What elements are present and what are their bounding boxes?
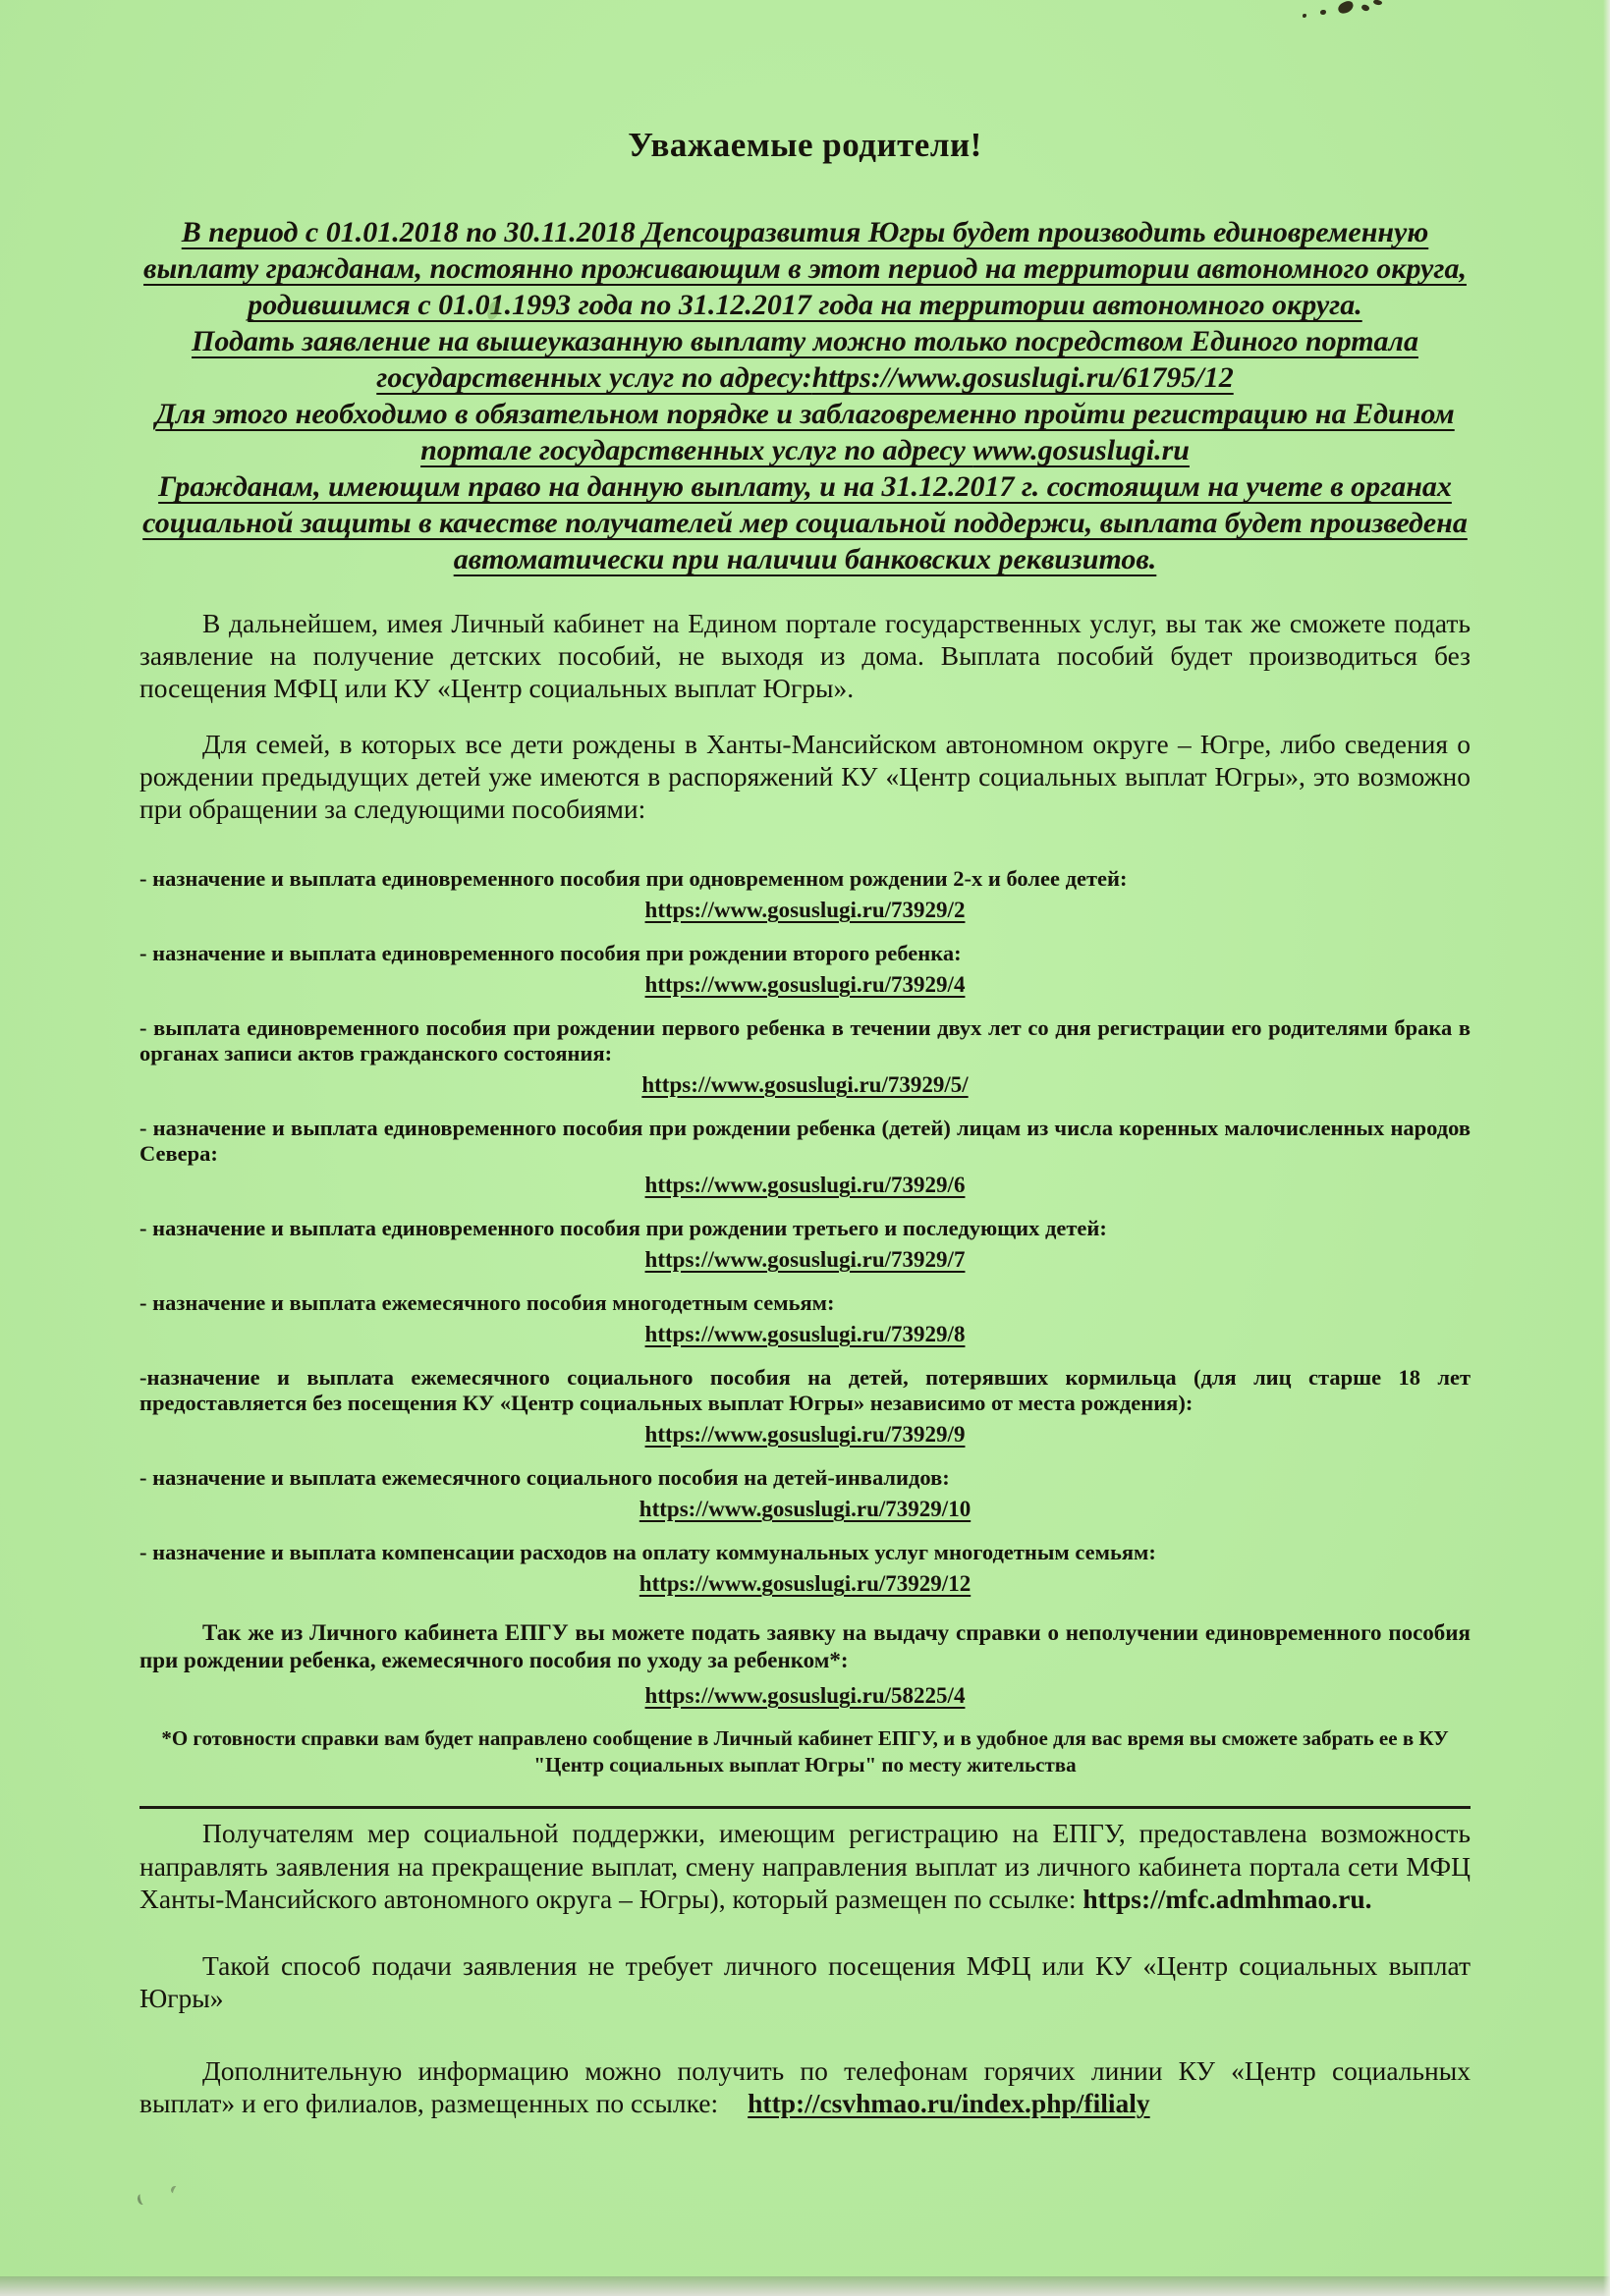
gosuslugi-portal-link[interactable]: www.gosuslugi.ru bbox=[972, 434, 1190, 466]
footer-paragraph-info bbox=[139, 2054, 1471, 2120]
benefit-label: - назначение и выплата ежемесячного социального пособия на детей-инвалидов: bbox=[139, 1465, 950, 1490]
benefit-label: - назначение и выплата единовременного пособия при рождении ребенка (детей) лицам из числа коренных малочисленных народов Севера: bbox=[139, 1116, 1471, 1166]
benefit-link[interactable]: https://www.gosuslugi.ru/73929/6 bbox=[644, 1173, 966, 1197]
benefit-label: - назначение и выплата единовременного пособия при рождении третьего и последующих детей: bbox=[139, 1216, 1107, 1240]
benefit-link[interactable]: https://www.gosuslugi.ru/73929/9 bbox=[644, 1422, 966, 1447]
benefits-list bbox=[139, 866, 1471, 1598]
benefit-label: - назначение и выплата ежемесячного пособия многодетным семьям: bbox=[139, 1290, 835, 1315]
mfc-portal-link[interactable]: https://mfc.admhmao.ru. bbox=[1083, 1884, 1372, 1914]
body-paragraph-cabinet: В дальнейшем, имея Личный кабинет на Едином портале государственных услуг, вы так же сможете подать заявление на получение детских пособий, не выходя из дома. Выплата пособий будет производиться без посещения МФЦ или КУ «Центр социальных выплат Югры». bbox=[139, 608, 1471, 703]
benefit-item bbox=[139, 941, 1471, 999]
benefit-link[interactable]: https://www.gosuslugi.ru/73929/2 bbox=[644, 898, 966, 922]
body-paragraph-families: Для семей, в которых все дети рождены в Ханты-Мансийском автономном округе – Югре, либо сведения о рождении предыдущих детей уже имеются в распоряжений КУ «Центр социальных выплат Югры», это возможно при обращении за следующими пособиями: bbox=[139, 729, 1471, 824]
gosuslugi-payment-link[interactable]: https://www.gosuslugi.ru/61795/12 bbox=[811, 361, 1234, 394]
page-title: Уважаемые родители! bbox=[628, 126, 982, 164]
section-divider bbox=[139, 1806, 1471, 1809]
benefit-item bbox=[139, 1290, 1471, 1348]
scan-right-edge bbox=[1603, 0, 1610, 2296]
benefit-label: - назначение и выплата единовременного пособия при одновременном рождении 2-х и более детей: bbox=[139, 866, 1128, 891]
intro-register-text: Для этого необходимо в обязательном порядке и заблаговременно пройти регистрацию на Едином портале государственных услуг по адресу bbox=[155, 398, 1455, 466]
benefit-label: -назначение и выплата ежемесячного социального пособия на детей, потерявших кормильца (для лиц старше 18 лет предоставляется без посещения КУ «Центр социальных выплат Югры» независимо от места рождения): bbox=[139, 1365, 1471, 1415]
intro-paragraph-register bbox=[139, 396, 1471, 468]
intro-apply-text: Подать заявление на вышеуказанную выплату можно только посредством Единого портала государственных услуг по адресу: bbox=[192, 325, 1418, 394]
footer-info-text: Дополнительную информацию можно получить по телефонам горячих линии КУ «Центр социальных выплат» и его филиалов, размещенных по ссылке: bbox=[139, 2054, 1471, 2118]
benefit-link[interactable]: https://www.gosuslugi.ru/73929/8 bbox=[644, 1322, 966, 1346]
benefit-link[interactable]: https://www.gosuslugi.ru/73929/4 bbox=[644, 972, 966, 997]
benefit-link[interactable]: https://www.gosuslugi.ru/73929/7 bbox=[644, 1247, 966, 1272]
benefit-label: - назначение и выплата компенсации расходов на оплату коммунальных услуг многодетным семьям: bbox=[139, 1540, 1156, 1564]
footer-paragraph-no-visit: Такой способ подачи заявления не требует личного посещения МФЦ или КУ «Центр социальных выплат Югры» bbox=[139, 1949, 1471, 2013]
certificate-section bbox=[139, 1619, 1471, 1778]
benefit-item bbox=[139, 1015, 1471, 1099]
scan-mark bbox=[137, 2193, 148, 2206]
benefit-item bbox=[139, 1216, 1471, 1274]
footer-paragraph-epgu bbox=[139, 1817, 1471, 1916]
csvhmao-link[interactable]: http://csvhmao.ru/index.php/filialy bbox=[748, 2088, 1150, 2118]
benefit-link[interactable]: https://www.gosuslugi.ru/73929/12 bbox=[638, 1571, 972, 1596]
benefit-link[interactable]: https://www.gosuslugi.ru/73929/10 bbox=[638, 1497, 972, 1521]
certificate-footnote: *О готовности справки вам будет направлено сообщение в Личный кабинет ЕПГУ, и в удобное для вас время вы сможете забрать ее в КУ "Центр социальных выплат Югры" по месту жительства bbox=[161, 1726, 1449, 1777]
benefit-label: - назначение и выплата единовременного пособия при рождении второго ребенка: bbox=[139, 941, 962, 965]
intro-paragraph-apply bbox=[139, 323, 1471, 396]
certificate-link[interactable]: https://www.gosuslugi.ru/58225/4 bbox=[644, 1683, 966, 1708]
benefit-item bbox=[139, 1365, 1471, 1449]
benefit-label: - выплата единовременного пособия при рождении первого ребенка в течении двух лет со дня регистрации его родителями брака в органах записи актов гражданского состояния: bbox=[139, 1015, 1471, 1066]
benefit-item bbox=[139, 1540, 1471, 1598]
intro-paragraph-automatic: Гражданам, имеющим право на данную выплату, и на 31.12.2017 г. состоящим на учете в органах социальной защиты в качестве получателей мер социальной поддержи, выплата будет произведена автоматически при наличии банковских реквизитов. bbox=[142, 470, 1468, 575]
benefit-item bbox=[139, 866, 1471, 924]
intro-paragraph-period: В период с 01.01.2018 по 30.11.2018 Депсоцразвития Югры будет производить единовременную выплату гражданам, постоянно проживающим в этот период на территории автономного округа, родившимся с 01.01.1993 года по 31.12.2017 года на территории автономного округа. bbox=[143, 216, 1467, 321]
benefit-item bbox=[139, 1116, 1471, 1199]
footer-epgu-text: Получателям мер социальной поддержки, имеющим регистрацию на ЕПГУ, предоставлена возможность направлять заявления на прекращение выплат, смену направления выплат из личного кабинета портала сети МФЦ Ханты-Мансийского автономного округа – Югры), который размещен по ссылке: bbox=[139, 1818, 1471, 1914]
benefit-item bbox=[139, 1465, 1471, 1523]
certificate-paragraph: Так же из Личного кабинета ЕПГУ вы можете подать заявку на выдачу справки о неполучении единовременного пособия при рождении ребенка, ежемесячного пособия по уходу за ребенком*: bbox=[139, 1620, 1471, 1672]
intro-section bbox=[139, 214, 1471, 577]
scan-bottom-edge bbox=[0, 2276, 1610, 2296]
benefit-link[interactable]: https://www.gosuslugi.ru/73929/5/ bbox=[641, 1072, 969, 1097]
scan-mark bbox=[170, 2185, 181, 2196]
